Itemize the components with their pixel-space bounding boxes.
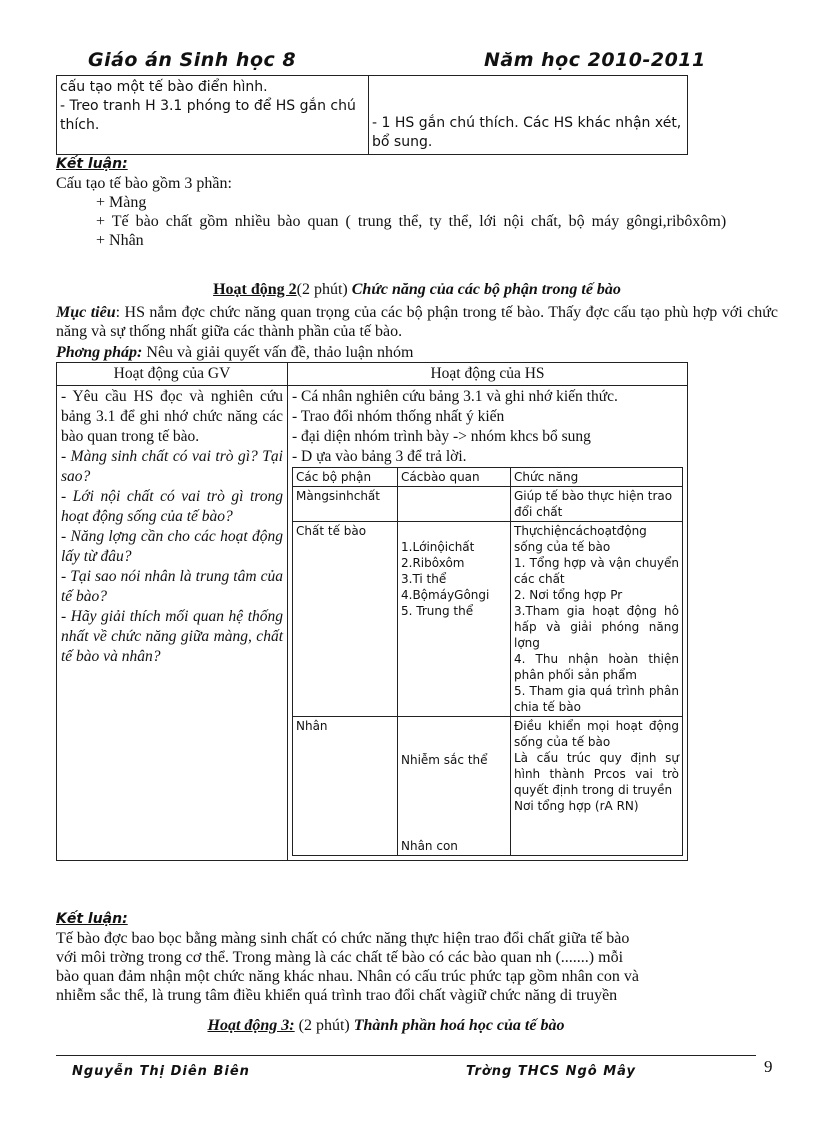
header-right: Năm học 2010-2011 (484, 49, 706, 71)
cytoplasm-functions: Thựchiệncáchoạtđộng sống của tế bào 1. Tổng hợp và vận chuyển các chất 2. Nơi tổng hợp Pr 3.Tham gia hoạt động hô hấp và giải phóng năng lợng 4. Thu nhận hoàn thiện phân phối sản phẩm 5. Tham gia quá trình phân chia tế bào (511, 522, 683, 717)
method: Phơng pháp: Nêu và giải quyết vấn đề, thảo luận nhóm (56, 344, 414, 361)
membrane-part: Màngsinhchất (293, 487, 398, 522)
activity-2-heading: Hoạt động 2(2 phút) Chức năng của các bộ phận trong tế bào (213, 281, 621, 298)
col-hs-header: Hoạt động của HS (288, 363, 688, 386)
top-table (56, 75, 688, 155)
conclusion-label: Kết luận: (56, 156, 128, 172)
nucleus-functions: Điều khiển mọi hoạt động sống của tế bào Là cấu trúc quy định sự hình thành Prcos vai trò quyết định trong di truyền Nơi tổng hợp (rA RN) (511, 717, 683, 856)
footer-right: Trờng THCS Ngô Mây (466, 1064, 637, 1079)
membrane-function: Giúp tế bào thực hiện trao đổi chất (511, 487, 683, 522)
conclusion-1: Kết luận: Cấu tạo tế bào gồm 3 phần: + Màng + Tế bào chất gồm nhiều bào quan ( trung thể, ty thể, lới nội chất, bộ máy gôngi,ribôxôm) + Nhân (56, 155, 778, 250)
hs-column: - Cá nhân nghiên cứu bảng 3.1 và ghi nhớ kiến thức. - Trao đổi nhóm thống nhất ý kiến - đại diện nhóm trình bày -> nhóm khcs bổ sung - D ựa vào bảng 3 để trả lời. Các bộ phận Cácbào quan Chức năng Màngsinhchất Giúp tế bào thực hiện trao đổi chất Chất tế bào 1.Lớinộichất 2.Ribôxôm 3.Ti thể 4.BộmáyGôngi 5. Trung thể Thựchiệncáchoạtđộng sống của tế bào 1. Tổng hợp và vận chuyển các chất 2. Nơi tổng hợp Pr 3.Tham gia hoạt động hô hấp và giải phóng năng lợng 4. Thu nhận hoàn thiện phân phối sản phẩm 5. Tham gia quá trình phân chia tế bào Nhân Nhiễm sắc thể Nhân con Điều khiển mọi hoạt động sống của tế bào Là cấu trúc quy định sự hình thành Prcos vai trò quyết định trong di truyền Nơi tổng hợp (rA RN) (288, 386, 688, 861)
footer-rule (56, 1055, 756, 1056)
organelle-table (292, 467, 683, 856)
page-number: 9 (764, 1057, 773, 1076)
header-left: Giáo án Sinh học 8 (88, 49, 297, 71)
nucleus-organelles: Nhiễm sắc thể Nhân con (398, 717, 511, 856)
cytoplasm-organelles: 1.Lớinộichất 2.Ribôxôm 3.Ti thể 4.BộmáyGôngi 5. Trung thể (398, 522, 511, 717)
gv-column: - Yêu cầu HS đọc và nghiên cứu bảng 3.1 để ghi nhớ chức năng các bào quan trong tế bào. - Màng sinh chất có vai trò gì? Tại sao? - Lới nội chất có vai trò gì trong hoạt động sống của tế bào? - Năng lợng cần cho các hoạt động lấy từ đâu? - Tại sao nói nhân là trung tâm của tế bào? - Hãy giải thích mối quan hệ thống nhất về chức năng giữa màng, chất tế bào và nhân? (57, 386, 288, 861)
activity-3-heading: Hoạt động 3: (2 phút) Thành phần hoá học của tế bào (207, 1017, 565, 1034)
inner-header: Cácbào quan (398, 468, 511, 487)
activity-table (56, 362, 688, 861)
footer-left: Nguyễn Thị Diên Biên (72, 1064, 250, 1079)
conclusion-2: Kết luận: Tế bào đợc bao bọc bằng màng sinh chất có chức năng thực hiện trao đổi chất giữa tế bào với môi trờng trong cơ thể. Trong màng là các chất tế bào có các bào quan nh (.......) mỗi bào quan đảm nhận một chức năng khác nhau. Nhân có cấu trúc phức tạp gồm nhân con và nhiễm sắc thể, là trung tâm điều khiển quá trình trao đổi chất vàgiữ chức năng di truyền (56, 911, 639, 1004)
inner-header: Chức năng (511, 468, 683, 487)
top-table-right: - 1 HS gắn chú thích. Các HS khác nhận xét, bổ sung. (369, 76, 688, 155)
conclusion-intro: Cấu tạo tế bào gồm 3 phần: (56, 175, 232, 192)
nucleus-part: Nhân (293, 717, 398, 856)
cytoplasm-part: Chất tế bào (293, 522, 398, 717)
objective: Mục tiêu: HS nắm đợc chức năng quan trọng của các bộ phận trong tế bào. Thấy đợc cấu tạo phù hợp với chức năng và sự thống nhất giữa các thành phần của tế bào. (56, 304, 778, 340)
col-gv-header: Hoạt động của GV (57, 363, 288, 386)
inner-header: Các bộ phận (293, 468, 398, 487)
top-table-left: cấu tạo một tế bào điển hình. - Treo tranh H 3.1 phóng to để HS gắn chú thích. (57, 76, 369, 155)
